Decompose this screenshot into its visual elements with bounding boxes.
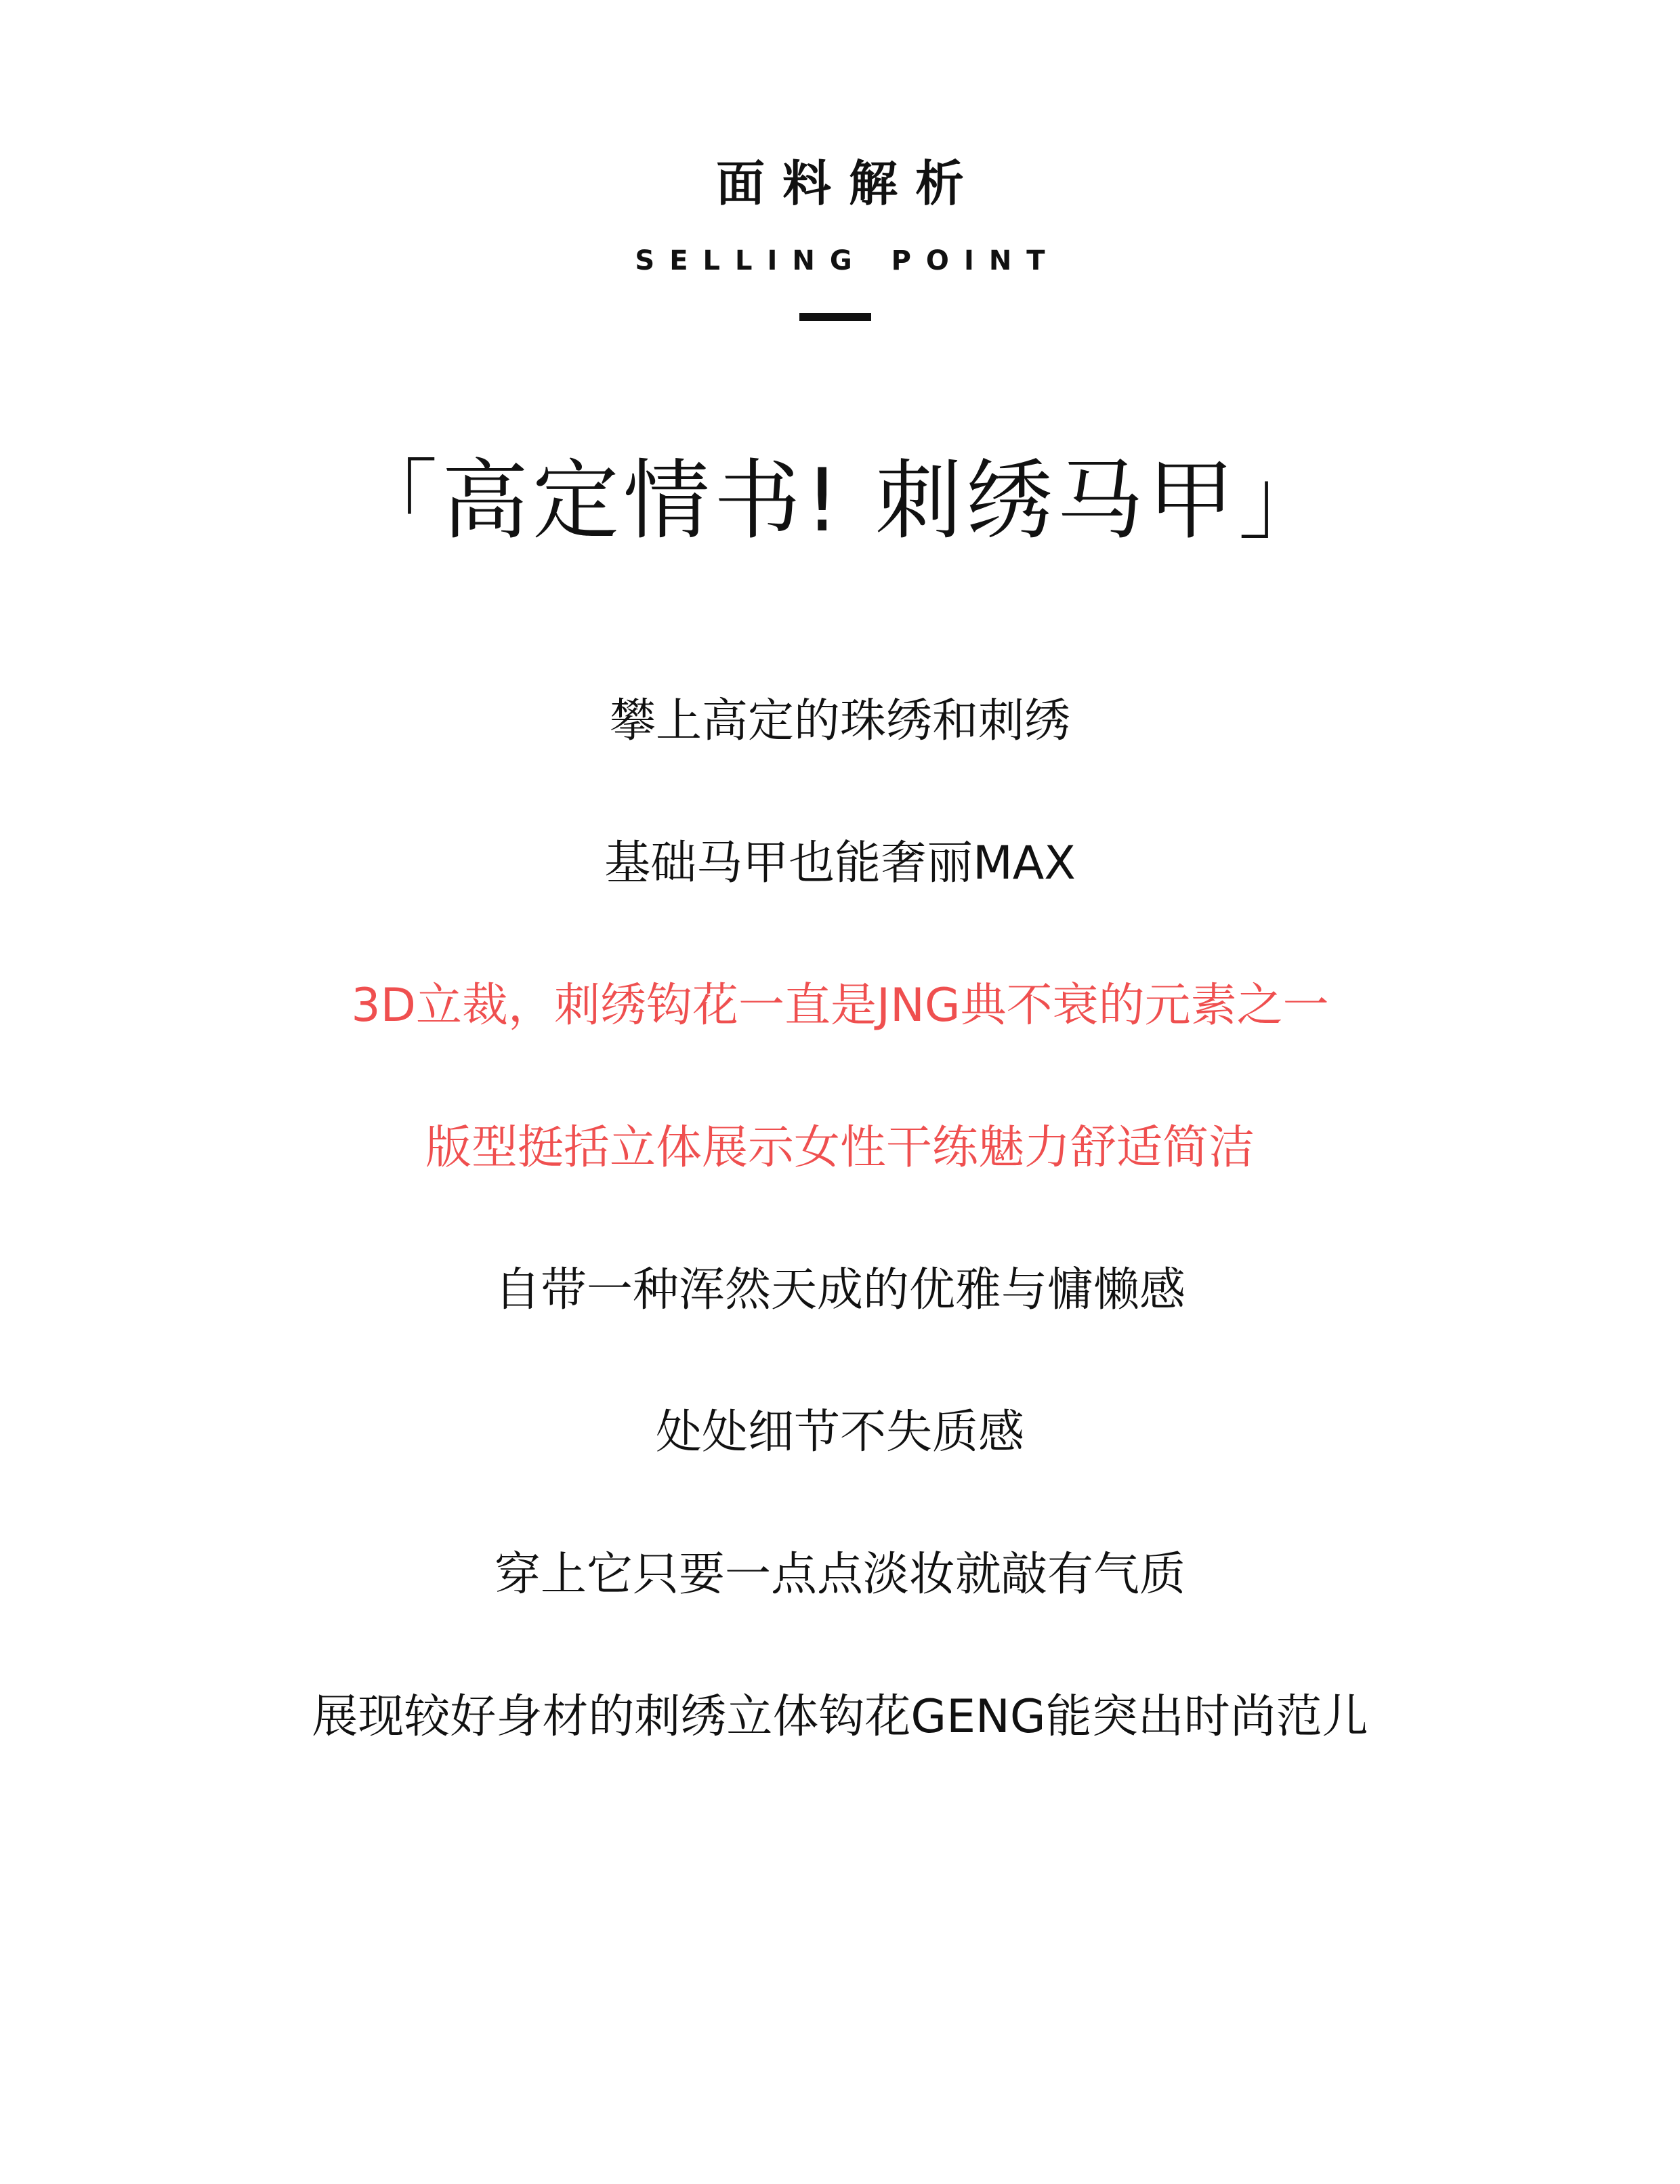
headline-open-bracket: 「 [350,450,442,551]
selling-point-line-highlight: 3D立裁，刺绣钩花一直是JNG典不衰的元素之一 [351,979,1329,1032]
divider [799,313,871,321]
selling-point-line-highlight: 版型挺括立体展示女性干练魅力舒适简洁 [425,1121,1255,1175]
section-subtitle: SELLING POINT [635,245,1060,276]
selling-point-line: 自带一种浑然天成的优雅与慵懒感 [494,1263,1185,1317]
headline-close-bracket: 」 [1238,450,1330,551]
headline-text: 高定情书! 刺绣马甲 [441,450,1238,551]
selling-point-line: 攀上高定的珠绣和刺绣 [609,694,1070,748]
selling-point-line: 展现较好身材的刺绣立体钩花GENG能突出时尚范儿 [312,1690,1368,1744]
selling-point-line: 处处细节不失质感 [655,1406,1024,1459]
selling-point-line: 穿上它只要一点点淡妆就敲有气质 [494,1548,1185,1601]
selling-point-line: 基础马甲也能奢丽MAX [604,837,1076,890]
section-title: 面料解析 [715,155,982,212]
headline [0,447,1680,555]
